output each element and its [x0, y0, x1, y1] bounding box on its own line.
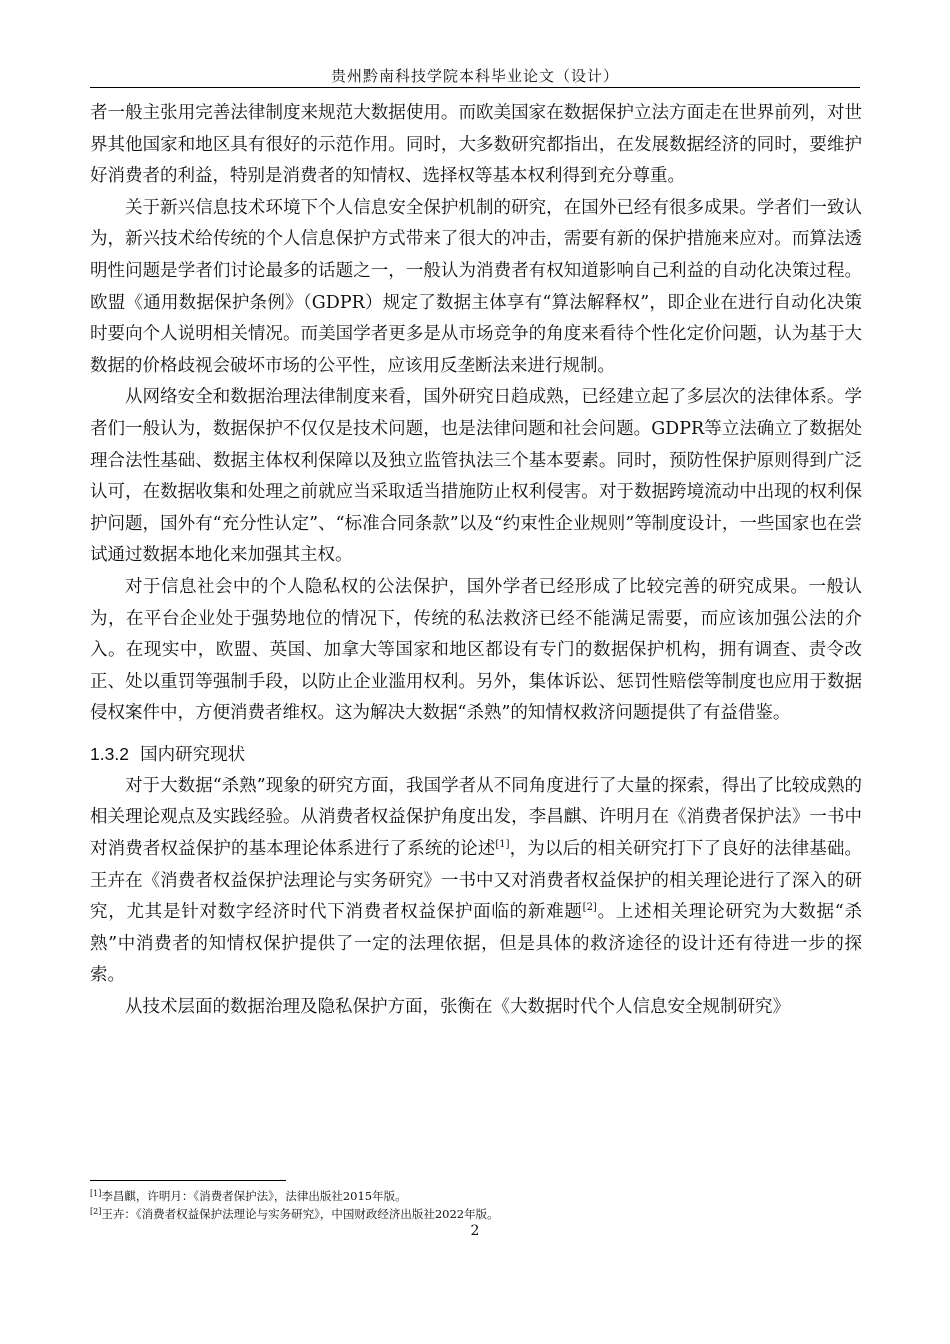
footnote-mark: [2] — [90, 1207, 102, 1216]
section-title: 国内研究现状 — [140, 744, 246, 765]
page-number: 2 — [470, 1223, 480, 1239]
page-header: 贵州黔南科技学院本科毕业论文（设计） — [330, 67, 619, 85]
header-rule — [90, 87, 860, 88]
paragraph-domestic-research — [90, 771, 862, 992]
paragraph-public-law-protection: 对于信息社会中的个人隐私权的公法保护，国外学者已经形成了比较完善的研究成果。一般认为，在平台企业处于强势地位的情况下，传统的私法救济已经不能满足需要，而应该加强公法的介入。在现实中，欧盟、英国、加拿大等国家和地区都设有专门的数据保护机构，拥有调查、责令改正、处以重罚等强制手段，以防止企业滥用权利。另外，集体诉讼、惩罚性赔偿等制度也应用于数据侵权案件中，方便消费者维权。这为解决大数据“杀熟”的知情权救济问题提供了有益借鉴。 — [90, 576, 862, 724]
section-number: 1.3.2 — [90, 743, 129, 764]
footnote-text: 李昌麒，许明月：《消费者保护法》，法律出版社2015年版。 — [101, 1189, 407, 1203]
paragraph-data-governance: 从网络安全和数据治理法律制度来看，国外研究日趋成熟，已经建立起了多层次的法律体系。学者们一般认为，数据保护不仅仅是技术问题，也是法律问题和社会问题。GDPR等立法确立了数据处理合法性基础、数据主体权利保障以及独立监管执法三个基本要素。同时，预防性保护原则得到广泛认可，在数据收集和处理之前就应当采取适当措施防止权利侵害。对于数据跨境流动中出现的权利保护问题，国外有“充分性认定”、“标准合同条款”以及“约束性企业规则”等制度设计，一些国家也在尝试通过数据本地化来加强其主权。 — [90, 387, 862, 566]
paragraph-algorithm-transparency: 关于新兴信息技术环境下个人信息安全保护机制的研究，在国外已经有很多成果。学者们一致认为，新兴技术给传统的个人信息保护方式带来了很大的冲击，需要有新的保护措施来应对。而算法透明性问题是学者们讨论最多的话题之一，一般认为消费者有权知道影响自己利益的自动化决策过程。欧盟《通用数据保护条例》（GDPR）规定了数据主体享有“算法解释权”，即企业在进行自动化决策时要向个人说明相关情况。而美国学者更多是从市场竞争的角度来看待个性化定价问题，认为基于大数据的价格歧视会破坏市场的公平性，应该用反垄断法来进行规制。 — [90, 197, 862, 376]
footnote-rule — [90, 1180, 286, 1181]
section-heading — [90, 738, 862, 771]
footnote-item — [90, 1187, 860, 1205]
paragraph-text: ，为以后的相关研究打下了良好的法律基础。王卉在《消费者权益保护法理论与实务研究》一书中又对消费者权益保护的相关理论进行了深入的研究，尤其是针对数字经济时代下消费者权益保护面临的新难题 — [90, 839, 863, 923]
footnote-mark: [1] — [90, 1189, 102, 1198]
footnote-text: 王卉：《消费者权益保护法理论与实务研究》，中国财政经济出版社2022年版。 — [101, 1207, 499, 1221]
footnote-ref-1[interactable]: [1] — [495, 839, 510, 851]
paragraph-text: 对于大数据“杀熟”现象的研究方面，我国学者从不同角度进行了大量的探索，得出了比较成熟的相关理论观点及实践经验。从消费者权益保护角度出发，李昌麒、许明月在《消费者保护法》一书中对消费者权益保护的基本理论体系进行了系统的论述 — [90, 775, 862, 860]
footnote-item — [90, 1205, 860, 1223]
paragraph-text: 。上述相关理论研究为大数据“杀熟”中消费者的知情权保护提供了一定的法理依据，但是具体的救济途径的设计还有待进一步的探索。 — [90, 902, 862, 986]
paragraph-technical-governance: 从技术层面的数据治理及隐私保护方面，张衡在《大数据时代个人信息安全规制研究》 — [125, 997, 790, 1018]
document-body — [90, 98, 862, 1024]
paragraph-continued: 者一般主张用完善法律制度来规范大数据使用。而欧美国家在数据保护立法方面走在世界前列，对世界其他国家和地区具有很好的示范作用。同时，大多数研究都指出，在发展数据经济的同时，要维护好消费者的利益，特别是消费者的知情权、选择权等基本权利得到充分尊重。 — [90, 103, 862, 187]
footnote-ref-2[interactable]: [2] — [582, 902, 597, 914]
footnotes — [90, 1187, 860, 1223]
